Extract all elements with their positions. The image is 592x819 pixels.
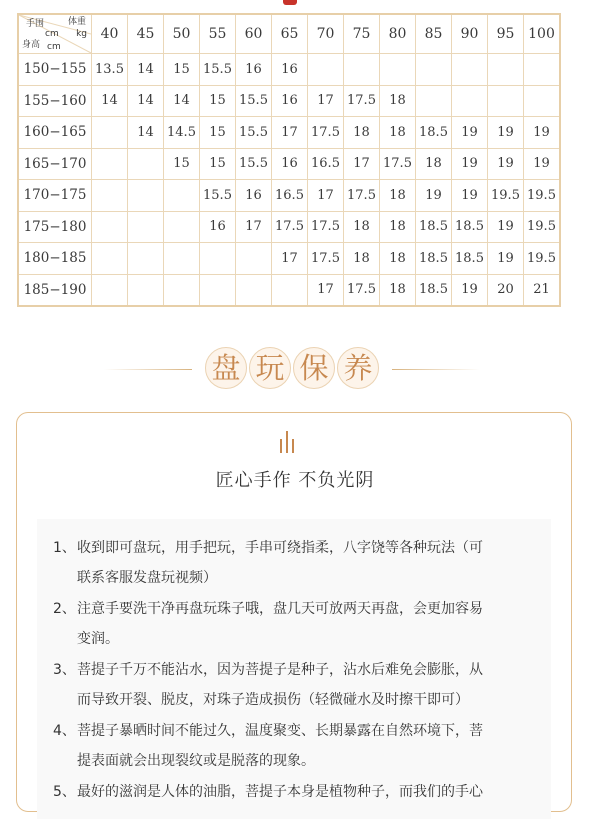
size-cell: 15 <box>200 148 236 180</box>
size-cell: 19 <box>524 148 561 180</box>
weight-unit-label: kg <box>76 29 87 39</box>
weight-header-cell: 75 <box>344 14 380 54</box>
size-cell <box>92 211 128 243</box>
size-cell: 16.5 <box>308 148 344 180</box>
title-divider-left <box>104 369 192 370</box>
height-label: 身高 <box>22 40 41 50</box>
size-cell <box>524 54 561 86</box>
table-row <box>18 243 560 275</box>
size-cell: 19 <box>452 274 488 306</box>
size-cell: 19 <box>452 180 488 212</box>
size-cell: 19 <box>488 243 524 275</box>
height-unit-label: cm <box>47 42 61 52</box>
bamboo-lines-icon <box>277 431 297 455</box>
care-list-item <box>53 594 523 654</box>
care-list-item <box>53 533 523 593</box>
size-cell: 17.5 <box>308 117 344 149</box>
weight-header-cell: 55 <box>200 14 236 54</box>
size-cell: 18.5 <box>416 117 452 149</box>
size-cell: 18.5 <box>416 211 452 243</box>
size-cell: 16 <box>272 54 308 86</box>
size-cell: 18 <box>380 85 416 117</box>
size-cell: 19 <box>452 148 488 180</box>
size-cell <box>236 243 272 275</box>
size-cell: 19 <box>416 180 452 212</box>
size-cell: 18.5 <box>452 243 488 275</box>
size-cell <box>128 243 164 275</box>
size-cell: 17 <box>308 85 344 117</box>
table-row <box>18 148 560 180</box>
weight-label: 体重 <box>67 17 86 27</box>
size-cell: 18 <box>380 274 416 306</box>
wrist-label: 手围 <box>26 19 45 29</box>
height-range-cell: 185−190 <box>18 274 92 306</box>
care-list-item <box>53 777 523 807</box>
size-cell <box>92 180 128 212</box>
weight-header-cell: 65 <box>272 14 308 54</box>
size-cell <box>128 180 164 212</box>
care-item-line: 而导致开裂、脱皮，对珠子造成损伤（轻微碰水及时擦干即可） <box>77 692 469 708</box>
size-cell <box>128 274 164 306</box>
weight-header-cell: 100 <box>524 14 561 54</box>
size-cell: 15 <box>164 148 200 180</box>
size-cell: 16 <box>272 85 308 117</box>
size-cell: 15.5 <box>200 54 236 86</box>
size-cell: 16 <box>200 211 236 243</box>
size-cell: 14 <box>128 54 164 86</box>
table-row <box>18 54 560 86</box>
size-cell: 18.5 <box>416 243 452 275</box>
size-cell: 15.5 <box>236 85 272 117</box>
size-cell <box>92 243 128 275</box>
size-cell <box>164 243 200 275</box>
size-cell: 17.5 <box>380 148 416 180</box>
care-item-line: 联系客服发盘玩视频） <box>77 570 217 586</box>
care-item-line: 收到即可盘玩，用手把玩，手串可绕指柔，八字饶等各种玩法（可 <box>77 540 483 556</box>
size-cell: 19.5 <box>488 180 524 212</box>
size-cell: 19.5 <box>524 243 561 275</box>
care-item-line: 菩提子暴晒时间不能过久，温度聚变、长期暴露在自然环境下，菩 <box>77 723 483 739</box>
size-cell: 17.5 <box>272 211 308 243</box>
size-cell: 16 <box>236 54 272 86</box>
size-cell: 14 <box>164 85 200 117</box>
care-list-item <box>53 655 523 715</box>
size-cell: 17 <box>272 243 308 275</box>
size-table <box>17 13 561 307</box>
care-item-line: 最好的滋润是人体的油脂，菩提子本身是植物种子，而我们的手心 <box>77 784 483 800</box>
care-heading: 匠心手作 不负光阴 <box>215 470 375 491</box>
care-item-index: 4、 <box>53 723 76 739</box>
size-cell <box>128 211 164 243</box>
size-cell: 15 <box>164 54 200 86</box>
size-cell <box>272 274 308 306</box>
weight-header-cell: 40 <box>92 14 128 54</box>
weight-header-cell: 90 <box>452 14 488 54</box>
height-range-cell: 180−185 <box>18 243 92 275</box>
size-cell <box>416 54 452 86</box>
care-item-index: 5、 <box>53 784 76 800</box>
title-char-circle: 保 <box>293 347 335 389</box>
size-cell: 17 <box>236 211 272 243</box>
size-cell: 18 <box>344 211 380 243</box>
size-cell: 17 <box>272 117 308 149</box>
size-cell: 17 <box>308 274 344 306</box>
size-cell: 17 <box>344 148 380 180</box>
size-cell: 17.5 <box>344 274 380 306</box>
size-cell <box>236 274 272 306</box>
care-item-line: 变润。 <box>77 631 119 647</box>
size-cell <box>92 117 128 149</box>
height-range-cell: 170−175 <box>18 180 92 212</box>
weight-header-cell: 60 <box>236 14 272 54</box>
size-cell: 18.5 <box>416 274 452 306</box>
care-item-line: 菩提子千万不能沾水，因为菩提子是种子，沾水后难免会膨胀，从 <box>77 662 483 678</box>
size-cell: 18.5 <box>452 211 488 243</box>
wrist-unit-label: cm <box>45 29 59 39</box>
size-cell: 20 <box>488 274 524 306</box>
size-cell <box>92 148 128 180</box>
care-item-line: 提表面就会出现裂纹或是脱落的现象。 <box>77 753 315 769</box>
size-cell: 14 <box>128 117 164 149</box>
care-item-index: 1、 <box>53 540 76 556</box>
size-cell: 18 <box>380 117 416 149</box>
size-cell <box>488 54 524 86</box>
weight-header-cell: 50 <box>164 14 200 54</box>
title-characters <box>205 347 385 393</box>
size-cell: 19 <box>488 211 524 243</box>
size-cell: 19.5 <box>524 180 561 212</box>
title-char-circle: 盘 <box>205 347 247 389</box>
height-range-cell: 150−155 <box>18 54 92 86</box>
care-list-item <box>53 716 523 776</box>
size-cell <box>164 211 200 243</box>
weight-header-cell: 95 <box>488 14 524 54</box>
size-cell <box>452 54 488 86</box>
size-cell: 17.5 <box>344 180 380 212</box>
size-cell <box>524 85 561 117</box>
size-cell <box>452 85 488 117</box>
size-cell: 15.5 <box>236 117 272 149</box>
size-cell: 17.5 <box>308 243 344 275</box>
weight-header-cell: 45 <box>128 14 164 54</box>
care-item-index: 2、 <box>53 601 76 617</box>
size-cell: 14.5 <box>164 117 200 149</box>
title-char-circle: 玩 <box>249 347 291 389</box>
size-cell: 19 <box>452 117 488 149</box>
title-char-circle: 养 <box>337 347 379 389</box>
size-cell: 16 <box>272 148 308 180</box>
care-item-line: 注意手要洗干净再盘玩珠子哦，盘几天可放两天再盘，会更加容易 <box>77 601 483 617</box>
weight-header-cell: 85 <box>416 14 452 54</box>
size-cell: 14 <box>128 85 164 117</box>
size-cell: 15 <box>200 85 236 117</box>
table-header-row <box>18 14 560 54</box>
size-cell <box>164 274 200 306</box>
care-instructions-list <box>37 519 551 819</box>
table-row <box>18 85 560 117</box>
size-cell: 15.5 <box>236 148 272 180</box>
size-cell <box>416 85 452 117</box>
size-cell: 15 <box>200 117 236 149</box>
size-cell: 19 <box>488 117 524 149</box>
size-cell <box>308 54 344 86</box>
size-cell: 18 <box>380 211 416 243</box>
title-divider-right <box>392 369 480 370</box>
weight-header-cell: 70 <box>308 14 344 54</box>
size-cell <box>380 54 416 86</box>
care-item-index: 3、 <box>53 662 76 678</box>
table-corner-cell <box>18 14 92 54</box>
care-card <box>16 412 572 812</box>
size-cell <box>92 274 128 306</box>
size-cell <box>200 274 236 306</box>
size-cell: 18 <box>380 243 416 275</box>
size-cell: 17 <box>308 180 344 212</box>
size-cell <box>488 85 524 117</box>
weight-header-cell: 80 <box>380 14 416 54</box>
size-cell: 18 <box>416 148 452 180</box>
size-cell <box>344 54 380 86</box>
size-cell <box>164 180 200 212</box>
size-cell: 18 <box>344 243 380 275</box>
size-cell: 19 <box>524 117 561 149</box>
size-cell: 13.5 <box>92 54 128 86</box>
size-cell: 17.5 <box>344 85 380 117</box>
table-row <box>18 274 560 306</box>
size-cell: 18 <box>344 117 380 149</box>
height-range-cell: 160−165 <box>18 117 92 149</box>
height-range-cell: 165−170 <box>18 148 92 180</box>
size-cell: 16.5 <box>272 180 308 212</box>
size-cell <box>128 148 164 180</box>
size-cell: 16 <box>236 180 272 212</box>
table-row <box>18 211 560 243</box>
section-title <box>0 345 592 395</box>
height-range-cell: 175−180 <box>18 211 92 243</box>
table-row <box>18 180 560 212</box>
height-range-cell: 155−160 <box>18 85 92 117</box>
size-cell <box>200 243 236 275</box>
red-tab-icon <box>283 0 297 5</box>
size-cell: 19 <box>488 148 524 180</box>
size-cell: 19.5 <box>524 211 561 243</box>
size-cell: 14 <box>92 85 128 117</box>
size-cell: 17.5 <box>308 211 344 243</box>
table-row <box>18 117 560 149</box>
size-cell: 18 <box>380 180 416 212</box>
size-cell: 21 <box>524 274 561 306</box>
size-cell: 15.5 <box>200 180 236 212</box>
